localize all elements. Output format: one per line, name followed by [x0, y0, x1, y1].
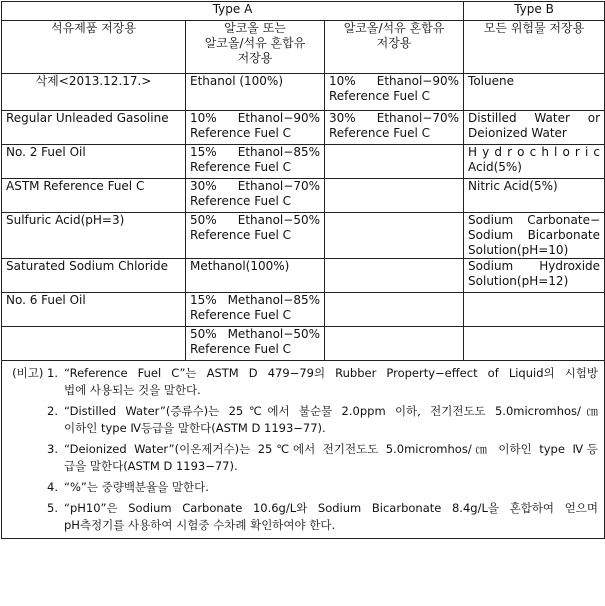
note-line: “%”는 중량백분율을 말한다. — [64, 480, 209, 494]
notes-row — [2, 361, 605, 539]
cell-line: Sodium Carbonate− — [468, 213, 601, 227]
notes-prefix: (비고) — [12, 366, 44, 380]
all-hazmat-cell — [464, 145, 605, 179]
table-row — [2, 111, 605, 145]
note-text — [64, 403, 598, 437]
table-row — [2, 327, 605, 361]
cell-line: Nitric Acid(5%) — [468, 179, 558, 193]
note-num-label: 3. — [47, 442, 58, 456]
alcohol-cell — [186, 293, 325, 327]
table-row — [2, 213, 605, 259]
note-number — [6, 441, 64, 475]
blend-cell — [325, 145, 464, 179]
note-text — [64, 441, 598, 475]
petroleum-cell: Regular Unleaded Gasoline — [2, 111, 186, 145]
all-hazmat-cell — [464, 259, 605, 293]
cell-line: Distilled Water or — [468, 111, 601, 125]
blend-cell — [325, 259, 464, 293]
header-row-columns — [2, 21, 605, 74]
all-hazmat-cell — [464, 111, 605, 145]
petroleum-cell: 삭제<2013.12.17.> — [2, 74, 186, 111]
table-row — [2, 179, 605, 213]
col-blend-header: 알코올/석유 혼합유 저장용 — [325, 21, 464, 74]
note-num-label: 2. — [47, 404, 58, 418]
note-line: “pH10”은 Sodium Carbonate 10.6g/L와 Sodium Bicarbonate 8.4g/L을 혼합하여 얻으며 — [64, 501, 599, 515]
cell-line: 10% Ethanol−90% — [329, 74, 460, 88]
alcohol-cell — [186, 145, 325, 179]
col-all-hazmat-header: 모든 위험물 저장용 — [464, 21, 605, 74]
cell-line: 30% Ethanol−70% — [329, 111, 460, 125]
col-petroleum-header: 석유제품 저장용 — [2, 21, 186, 74]
note-item — [6, 441, 598, 475]
blend-cell — [325, 111, 464, 145]
table-body — [2, 74, 605, 361]
alcohol-cell — [186, 179, 325, 213]
cell-line: 30% Ethanol−70% — [190, 179, 320, 193]
note-text — [64, 365, 598, 399]
petroleum-cell: ASTM Reference Fuel C — [2, 179, 186, 213]
note-line: 이하인 type Ⅳ등급을 말한다(ASTM D 1193−77). — [64, 421, 326, 435]
cell-line: 50% Methanol−50% — [190, 327, 320, 341]
cell-line: Acid(5%) — [468, 160, 522, 174]
table-row — [2, 145, 605, 179]
cell-line: 50% Ethanol−50% — [190, 213, 320, 227]
note-text — [64, 479, 598, 496]
blend-cell — [325, 293, 464, 327]
note-number — [6, 479, 64, 496]
cell-line: Reference Fuel C — [190, 342, 292, 356]
cell-line: H y d r o c h l o r i c — [468, 145, 601, 159]
note-item — [6, 500, 598, 534]
all-hazmat-cell — [464, 179, 605, 213]
notes-block — [2, 361, 604, 534]
cell-line: 10% Ethanol−90% — [190, 111, 320, 125]
type-a-header: Type A — [2, 2, 464, 21]
spec-table — [1, 1, 605, 539]
cell-line: Reference Fuel C — [190, 194, 292, 208]
note-line: pH측정기를 사용하여 시험중 수차례 확인하여야 한다. — [64, 518, 336, 532]
all-hazmat-cell — [464, 327, 605, 361]
note-item — [6, 403, 598, 437]
note-number — [6, 403, 64, 437]
note-line: “Deionized Water”(이온제거수)는 25℃에서 전기전도도 5.0micromhos/㎝ 이하인 type Ⅳ등 — [64, 442, 599, 456]
all-hazmat-cell — [464, 213, 605, 259]
cell-line: Ethanol (100%) — [190, 74, 284, 88]
note-line: 법에 사용되는 것을 말한다. — [64, 383, 201, 397]
table-row — [2, 293, 605, 327]
cell-line: 15% Ethanol−85% — [190, 145, 320, 159]
cell-line: Methanol(100%) — [190, 259, 290, 273]
cell-line: Reference Fuel C — [329, 126, 431, 140]
notes-cell — [2, 361, 605, 539]
alcohol-cell — [186, 259, 325, 293]
alcohol-cell — [186, 111, 325, 145]
cell-line: Reference Fuel C — [190, 126, 292, 140]
blend-cell — [325, 213, 464, 259]
petroleum-cell: No. 2 Fuel Oil — [2, 145, 186, 179]
note-number — [6, 365, 64, 399]
note-num-label: 5. — [47, 501, 58, 515]
cell-line: Solution(pH=10) — [468, 243, 569, 257]
blend-cell — [325, 74, 464, 111]
cell-line: Solution(pH=12) — [468, 274, 569, 288]
note-num-label: 1. — [47, 366, 58, 380]
cell-line: Deionized Water — [468, 126, 567, 140]
col-alcohol-header: 알코올 또는 알코올/석유 혼합유 저장용 — [186, 21, 325, 74]
note-item — [6, 479, 598, 496]
note-item — [6, 365, 598, 399]
all-hazmat-cell — [464, 74, 605, 111]
header-row-types — [2, 2, 605, 21]
cell-line: Reference Fuel C — [329, 89, 431, 103]
cell-line: Sodium Hydroxide — [468, 259, 601, 273]
note-line: “Reference Fuel C”는 ASTM D 479−79의 Rubber Property−effect of Liquid의 시험방 — [64, 366, 599, 380]
table-row — [2, 259, 605, 293]
cell-line: 15% Methanol−85% — [190, 293, 320, 307]
note-text — [64, 500, 598, 534]
blend-cell — [325, 327, 464, 361]
petroleum-cell: Sulfuric Acid(pH=3) — [2, 213, 186, 259]
cell-line: Reference Fuel C — [190, 308, 292, 322]
cell-line: Reference Fuel C — [190, 160, 292, 174]
alcohol-cell — [186, 213, 325, 259]
note-number — [6, 500, 64, 534]
cell-line: Sodium Bicarbonate — [468, 228, 601, 242]
cell-line: Reference Fuel C — [190, 228, 292, 242]
petroleum-cell — [2, 327, 186, 361]
cell-line: Toluene — [468, 74, 514, 88]
note-line: 급을 말한다(ASTM D 1193−77). — [64, 459, 238, 473]
blend-cell — [325, 179, 464, 213]
all-hazmat-cell — [464, 293, 605, 327]
table-row — [2, 74, 605, 111]
type-b-header: Type B — [464, 2, 605, 21]
alcohol-cell — [186, 327, 325, 361]
petroleum-cell: No. 6 Fuel Oil — [2, 293, 186, 327]
note-num-label: 4. — [47, 480, 58, 494]
petroleum-cell: Saturated Sodium Chloride — [2, 259, 186, 293]
alcohol-cell — [186, 74, 325, 111]
note-line: “Distilled Water”(증류수)는 25℃에서 불순물 2.0ppm 이하, 전기전도도 5.0micromhos/㎝ — [64, 404, 599, 418]
